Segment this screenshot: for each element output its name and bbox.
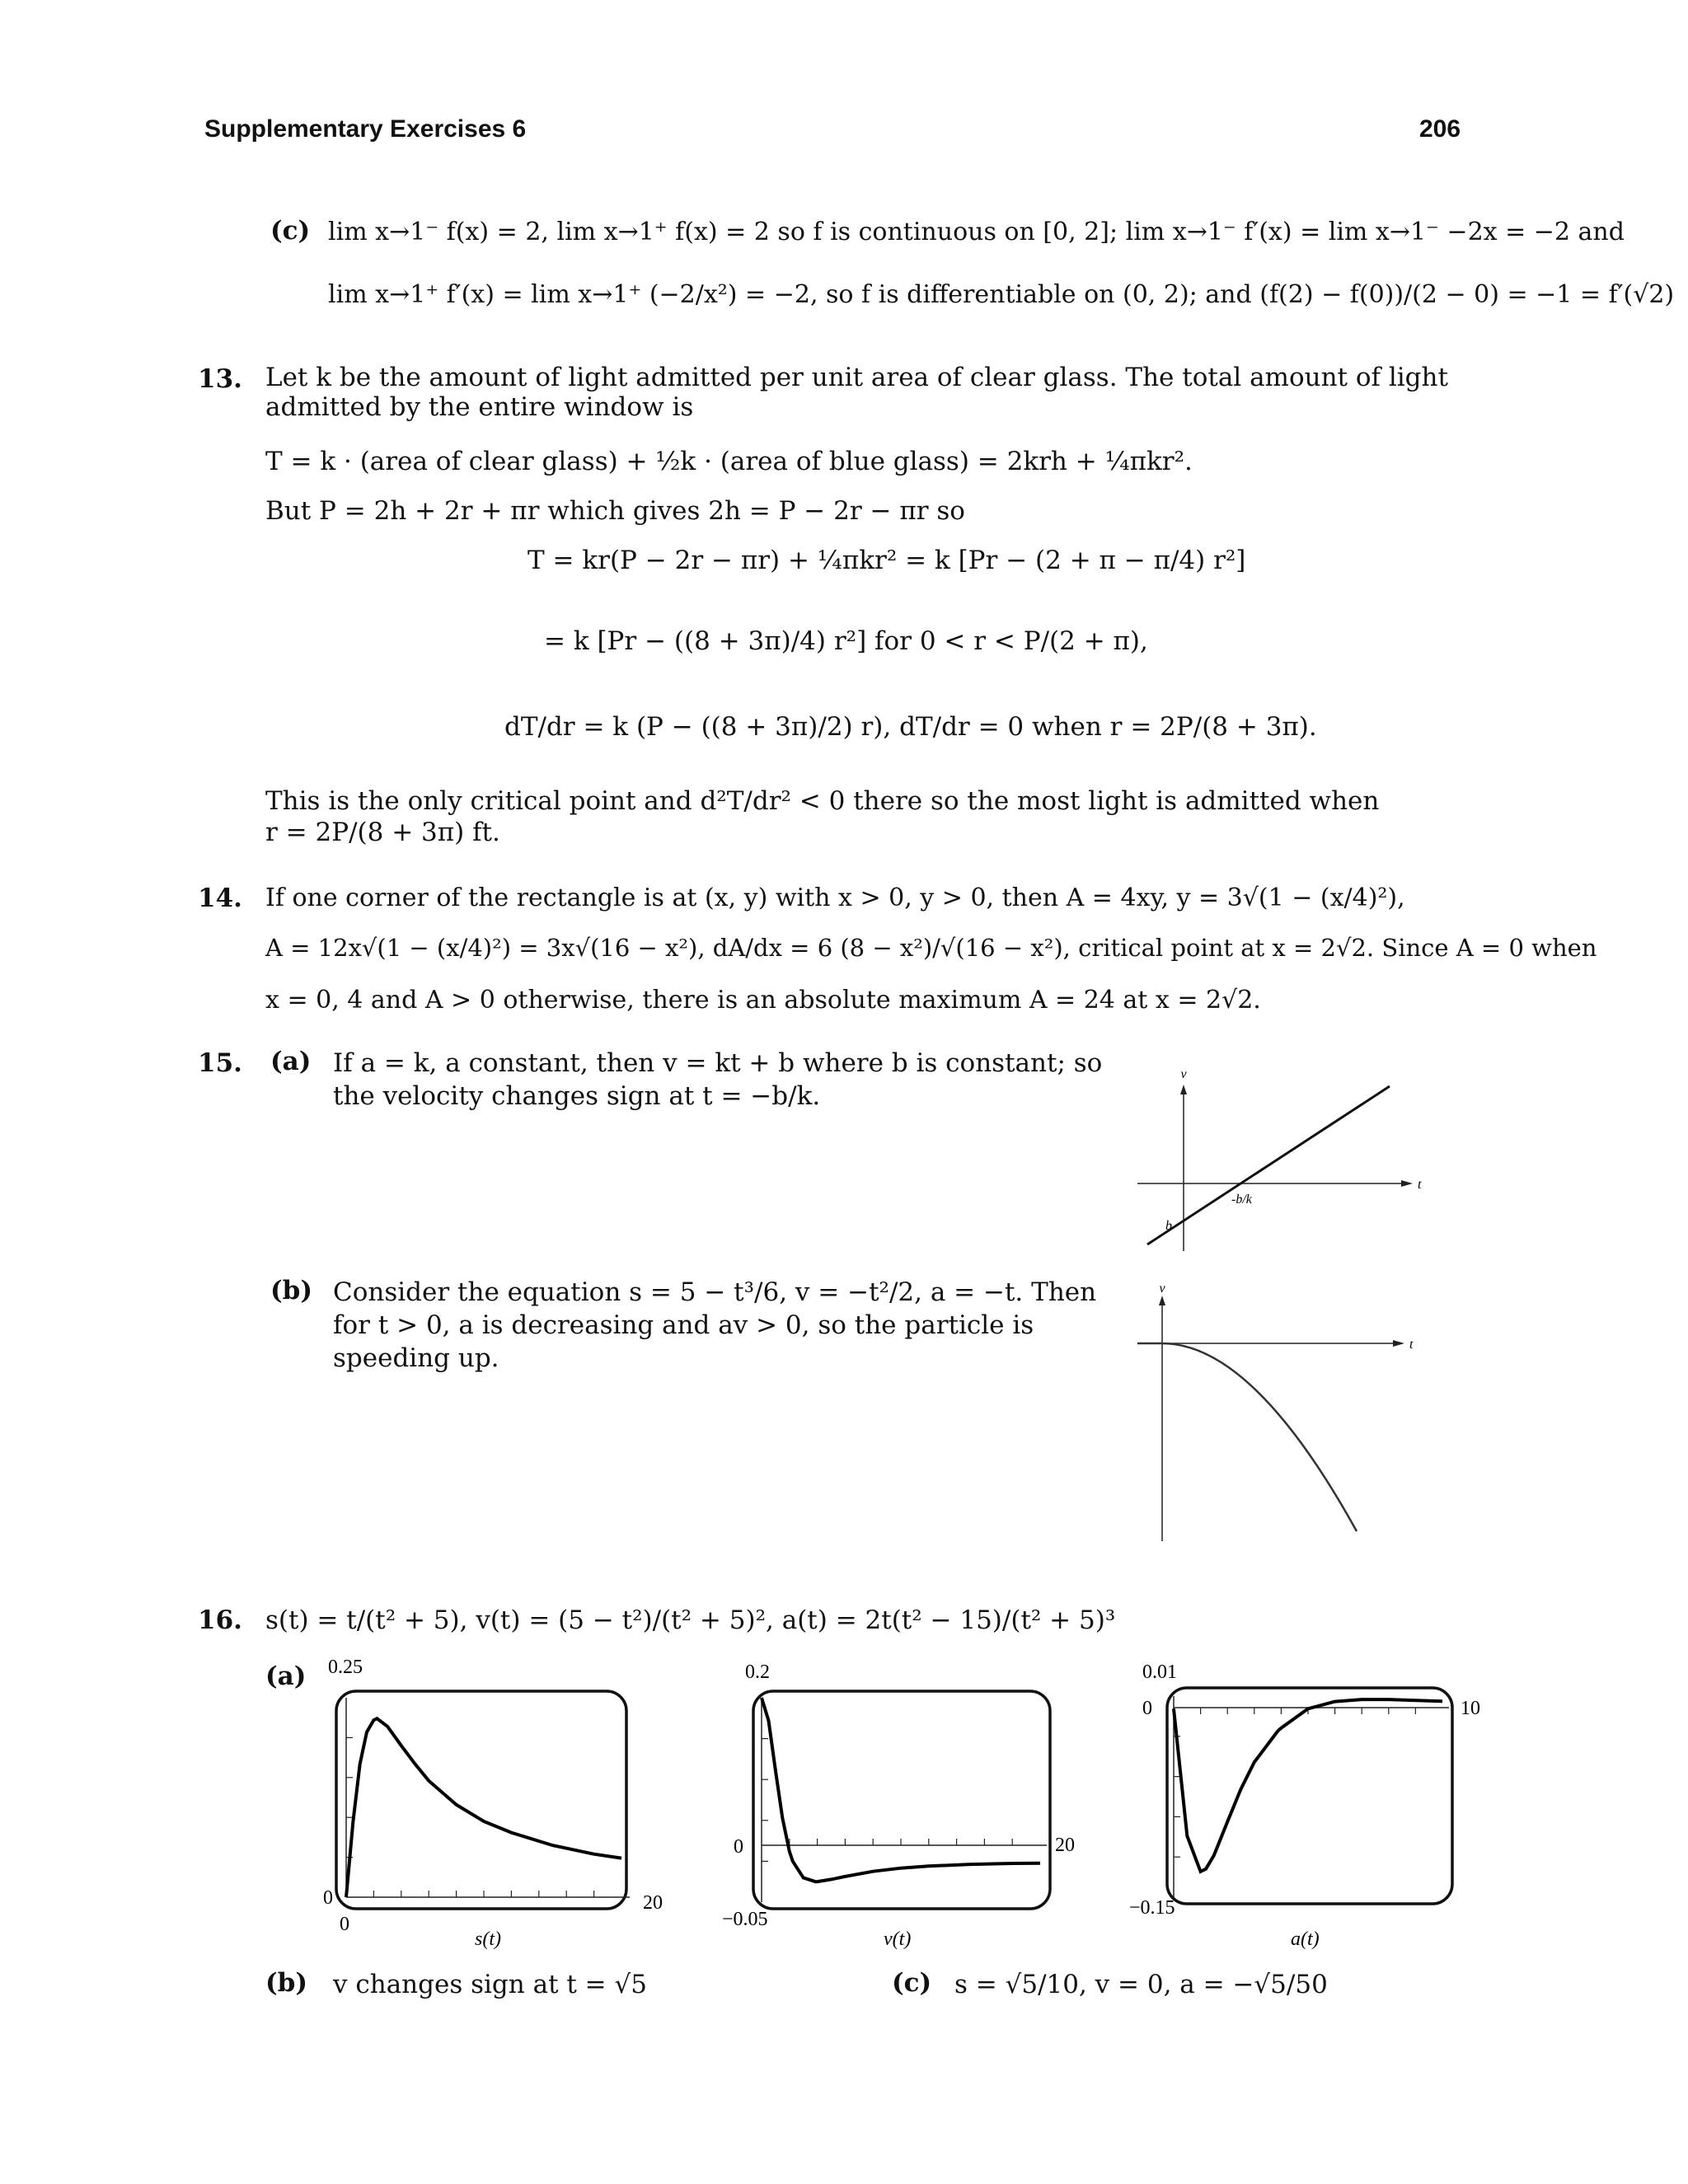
plot-a-xlabel: a(t) [1291,1929,1320,1950]
plot-a-frame [1167,1688,1452,1904]
problem-14-line-1: If one corner of the rectangle is at (x, y) with x > 0, y > 0, then A = 4xy, y = 3√(1 − (x/4)²), [265,883,1405,912]
plot-v [722,1657,1085,1953]
graph-15b-velocity-curve [1137,1343,1357,1531]
part-15b-line-3: speeding up. [333,1343,499,1373]
part-15b-line-1: Consider the equation s = 5 − t³/6, v = −t²/2, a = −t. Then [333,1277,1097,1307]
problem-15-number: 15. [198,1048,242,1078]
part-16a-label: (a) [265,1661,307,1691]
problem-13-equation-2: T = kr(P − 2r − πr) + ¼πkr² = k [Pr − (2 + π − π/4) r²] [528,546,1246,575]
graph-15a-v-arrow [1180,1085,1187,1094]
graph-15a [1129,1067,1426,1261]
plot-s [316,1657,679,1953]
plot-v-xlabel: v(t) [884,1929,912,1950]
plot-s-ticks [346,1737,594,1897]
problem-14-line-3: x = 0, 4 and A > 0 otherwise, there is an absolute maximum A = 24 at x = 2√2. [265,986,1261,1015]
part-15b-label: (b) [270,1276,313,1305]
graph-15a-t-label: t [1418,1178,1422,1192]
problem-13-conclusion-2: r = 2P/(8 + 3π) ft. [265,818,500,847]
plot-v-frame [753,1691,1050,1909]
plot-a-ymax-label: 0.01 [1142,1661,1177,1683]
part-c-line-1: lim x→1⁻ f(x) = 2, lim x→1⁺ f(x) = 2 so f is continuous on [0, 2]; lim x→1⁻ f′(x) = lim x→1⁻ −2x = −2 and [328,218,1625,246]
part-16c-label: (c) [892,1968,932,1998]
part-15a-label: (a) [270,1047,312,1076]
graph-15a-b-label: b [1165,1219,1172,1233]
plot-s-ymax-label: 0.25 [328,1657,363,1678]
problem-13-equation-1: T = k · (area of clear glass) + ½k · (area of blue glass) = 2krh + ¼πkr². [265,447,1193,476]
plot-a [1129,1657,1492,1953]
plot-s-xlabel: s(t) [475,1929,501,1950]
page-number: 206 [1419,115,1461,143]
part-16b-text: v changes sign at t = √5 [333,1970,647,1999]
problem-14-number: 14. [198,883,242,913]
part-15b-line-2: for t > 0, a is decreasing and av > 0, so the particle is [333,1310,1034,1340]
problem-13-conclusion-1: This is the only critical point and d²T/dr² < 0 there so the most light is admitted when [265,786,1380,816]
part-15a-line-1: If a = k, a constant, then v = kt + b where b is constant; so [333,1048,1103,1078]
page-header-title: Supplementary Exercises 6 [204,115,527,143]
plot-a-curve [1174,1699,1442,1872]
plot-s-frame [336,1691,626,1909]
plot-v-xmax-label: 20 [1055,1835,1075,1856]
problem-13-number: 13. [198,364,242,394]
problem-16-number: 16. [198,1605,242,1635]
problem-13-statement: But P = 2h + 2r + πr which gives 2h = P − 2r − πr so [265,496,965,526]
plot-s-xmax-label: 20 [643,1892,663,1914]
plot-s-ymin-label: 0 [323,1887,333,1909]
problem-13-equation-4: dT/dr = k (P − ((8 + 3π)/2) r), dT/dr = 0 when r = 2P/(8 + 3π). [504,712,1317,742]
plot-v-ymax-label: 0.2 [745,1661,770,1683]
plot-v-zero-label: 0 [734,1836,743,1858]
problem-16-functions: s(t) = t/(t² + 5), v(t) = (5 − t²)/(t² + 5)², a(t) = 2t(t² − 15)/(t² + 5)³ [265,1605,1116,1635]
problem-14-line-2: A = 12x√(1 − (x/4)²) = 3x√(16 − x²), dA/dx = 6 (8 − x²)/√(16 − x²), critical point at x = 2√2. Since A = 0 when [265,934,1597,962]
graph-15b-v-label: v [1159,1282,1165,1296]
plot-v-curve [762,1698,1040,1882]
problem-13-intro: Let k be the amount of light admitted per unit area of clear glass. The total amount of light admitted by the entire window is [265,363,1448,422]
plot-a-xmax-label: 10 [1461,1698,1480,1719]
problem-13-equation-3: = k [Pr − ((8 + 3π)/4) r²] for 0 < r < P/(2 + π), [544,626,1148,656]
graph-15a-root-label: -b/k [1231,1193,1252,1207]
graph-15b-v-arrow [1159,1296,1165,1305]
part-15a-line-2: the velocity changes sign at t = −b/k. [333,1081,821,1111]
part-16c-text: s = √5/10, v = 0, a = −√5/50 [954,1970,1328,1999]
plot-a-zero-label: 0 [1142,1698,1152,1719]
plot-a-ymin-label: −0.15 [1129,1897,1175,1919]
graph-15a-v-label: v [1180,1067,1187,1081]
part-c-label: (c) [270,216,311,246]
plot-v-ticks [762,1739,1012,1862]
graph-15a-t-arrow [1401,1180,1413,1187]
plot-a-ticks [1174,1708,1415,1857]
graph-15b [1129,1282,1426,1549]
plot-v-ymin-label: −0.05 [722,1909,768,1930]
graph-15b-t-label: t [1409,1338,1414,1352]
graph-15b-t-arrow [1393,1340,1404,1347]
plot-s-xmin-label: 0 [340,1914,349,1935]
part-16b-label: (b) [265,1968,308,1998]
plot-s-curve [346,1718,621,1897]
part-c-line-2: lim x→1⁺ f′(x) = lim x→1⁺ (−2/x²) = −2, so f is differentiable on (0, 2); and (f(2) − f(0))/(2 − 0) = −1 = f′(√2) [328,280,1675,309]
